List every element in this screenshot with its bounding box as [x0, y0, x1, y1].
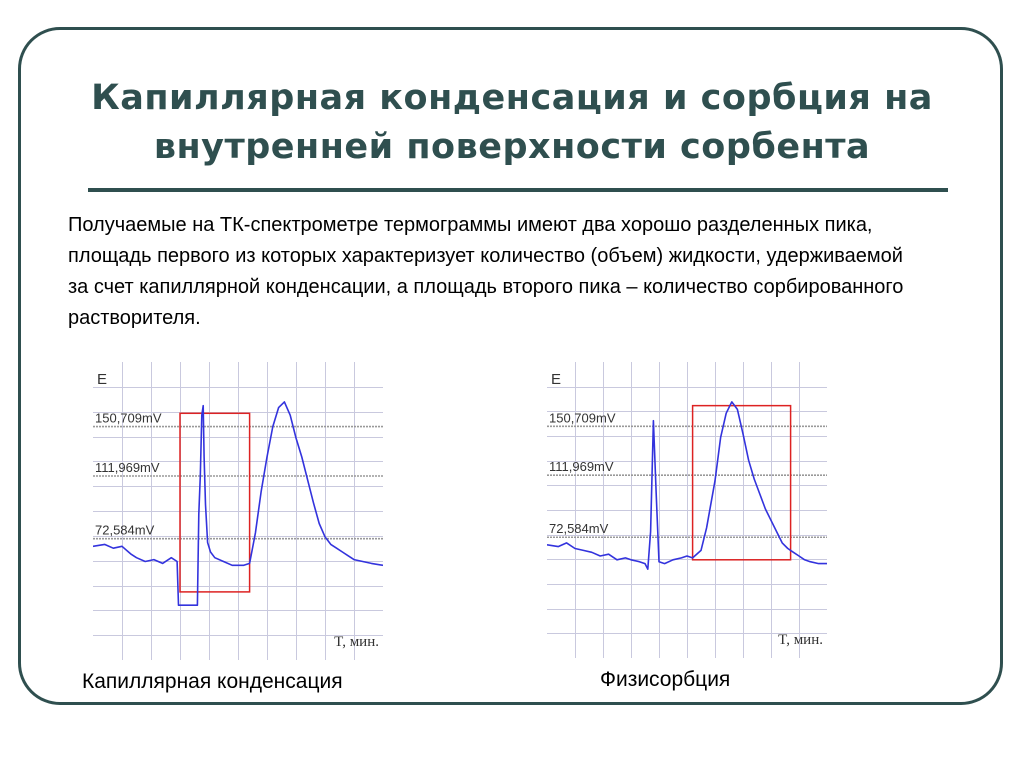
- thermogram-capillary-condensation: [93, 362, 383, 660]
- y-axis-label: E: [551, 371, 562, 388]
- caption-capillary-condensation: Капиллярная конденсация: [82, 670, 343, 693]
- thermogram-svg: [547, 362, 827, 658]
- x-axis-label: T, мин.: [778, 632, 823, 648]
- thermogram-physisorption: [547, 362, 827, 658]
- reference-line-label: 150,709mV: [95, 410, 162, 426]
- grid: [547, 362, 827, 658]
- reference-line-label: 150,709mV: [549, 410, 616, 426]
- caption-physisorption: Физисорбция: [600, 668, 731, 691]
- thermogram-svg: [93, 362, 383, 660]
- reference-line-label: 72,584mV: [549, 521, 609, 537]
- slide-title: Капиллярная конденсация и сорбция на внутренней поверхности сорбента: [91, 78, 933, 167]
- x-axis-label: T, мин.: [334, 634, 379, 650]
- y-axis-label: E: [97, 371, 108, 388]
- body-paragraph: Получаемые на ТК-спектрометре термограммы имеют два хорошо разделенных пика, площадь первого из которых характеризует количество (объем) жидкости, удерживаемой за счет капиллярной конденсации, а площадь второго пика – количество сорбированного растворителя.: [68, 214, 904, 329]
- grid: [93, 362, 383, 660]
- reference-line-label: 111,969mV: [95, 460, 160, 475]
- reference-line-label: 72,584mV: [95, 522, 155, 538]
- reference-line-label: 111,969mV: [549, 459, 614, 475]
- title-divider: [88, 188, 948, 192]
